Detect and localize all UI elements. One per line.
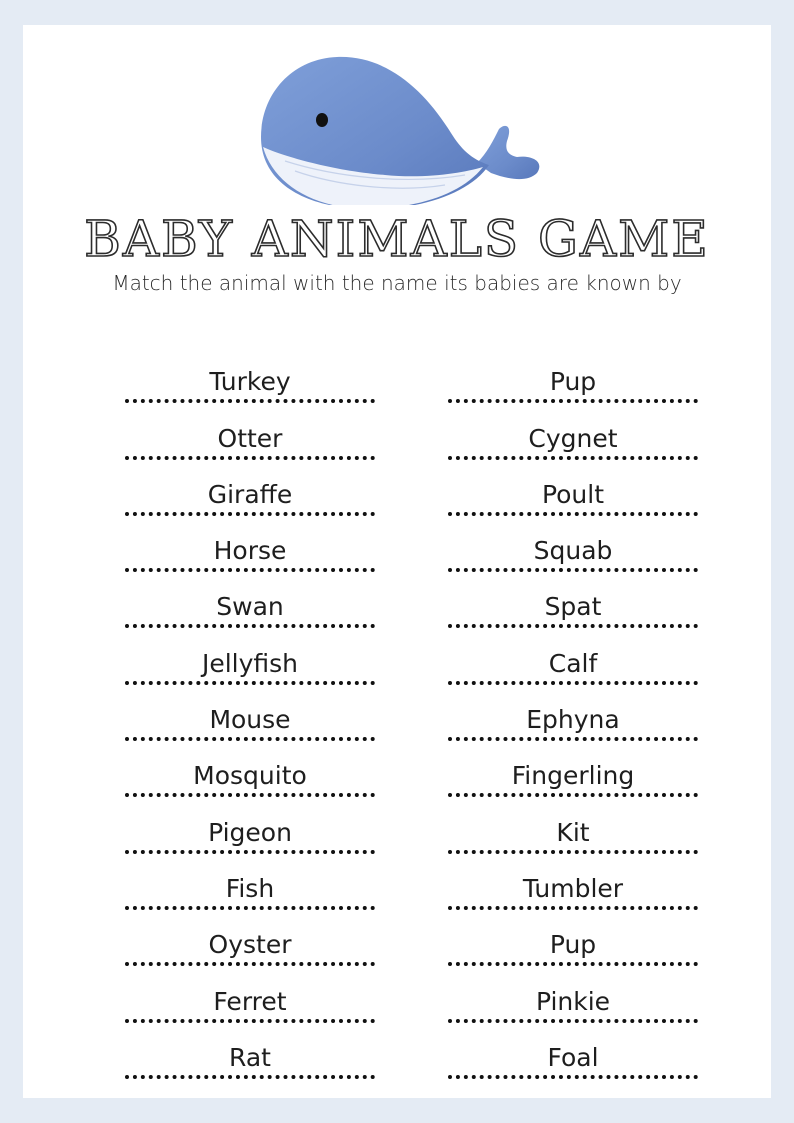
answer-line[interactable] — [125, 1071, 375, 1079]
answer-line[interactable] — [448, 1015, 698, 1023]
list-item — [123, 972, 377, 1028]
list-item — [446, 409, 700, 465]
answer-line[interactable] — [448, 395, 698, 403]
whale-icon — [255, 45, 545, 205]
animal-column — [123, 353, 377, 1085]
baby-name: Pup — [549, 930, 597, 960]
answer-line[interactable] — [448, 564, 698, 572]
answer-line[interactable] — [448, 508, 698, 516]
baby-name: Pup — [549, 367, 597, 397]
answer-line[interactable] — [125, 620, 375, 628]
animal-name: Giraffe — [207, 479, 293, 509]
list-item — [123, 691, 377, 747]
baby-name: Foal — [547, 1042, 599, 1072]
list-item — [446, 691, 700, 747]
answer-line[interactable] — [125, 508, 375, 516]
baby-name: Poult — [541, 479, 605, 509]
answer-line[interactable] — [125, 395, 375, 403]
answer-line[interactable] — [125, 789, 375, 797]
animal-name: Jellyfish — [201, 648, 299, 678]
list-item — [446, 803, 700, 859]
baby-name-column — [446, 353, 700, 1085]
answer-line[interactable] — [448, 733, 698, 741]
answer-line[interactable] — [448, 677, 698, 685]
answer-line[interactable] — [125, 1015, 375, 1023]
list-item — [446, 747, 700, 803]
baby-name: Fingerling — [511, 761, 635, 791]
animal-name: Rat — [229, 1042, 271, 1072]
answer-line[interactable] — [125, 564, 375, 572]
baby-name: Ephyna — [526, 705, 620, 735]
answer-line[interactable] — [125, 902, 375, 910]
list-item — [446, 466, 700, 522]
list-item — [123, 409, 377, 465]
answer-line[interactable] — [448, 958, 698, 966]
animal-name: Horse — [213, 536, 287, 566]
list-item — [446, 578, 700, 634]
list-item — [446, 1029, 700, 1085]
answer-line[interactable] — [448, 1071, 698, 1079]
game-sheet — [23, 25, 771, 1098]
answer-line[interactable] — [125, 677, 375, 685]
animal-name: Turkey — [209, 367, 291, 397]
list-item — [446, 860, 700, 916]
baby-name: Squab — [533, 536, 613, 566]
answer-line[interactable] — [448, 902, 698, 910]
baby-name: Pinkie — [535, 986, 611, 1016]
list-item — [123, 522, 377, 578]
animal-name: Mouse — [209, 705, 291, 735]
baby-name: Tumbler — [522, 873, 624, 903]
list-item — [123, 466, 377, 522]
list-item — [446, 972, 700, 1028]
answer-line[interactable] — [448, 846, 698, 854]
list-item — [123, 916, 377, 972]
answer-line[interactable] — [448, 452, 698, 460]
list-item — [123, 860, 377, 916]
baby-name: Kit — [556, 817, 590, 847]
list-item — [446, 353, 700, 409]
animal-name: Pigeon — [208, 817, 292, 847]
animal-name: Ferret — [213, 986, 287, 1016]
answer-line[interactable] — [125, 452, 375, 460]
page-title: BABY ANIMALS GAME — [84, 210, 710, 268]
animal-name: Swan — [216, 592, 284, 622]
animal-name: Oyster — [208, 930, 292, 960]
list-item — [123, 634, 377, 690]
list-item — [446, 916, 700, 972]
list-item — [123, 1029, 377, 1085]
list-item — [123, 578, 377, 634]
instructions: Match the animal with the name its babies are known by — [112, 271, 682, 295]
list-item — [123, 747, 377, 803]
baby-name: Calf — [548, 648, 598, 678]
baby-name: Spat — [544, 592, 602, 622]
baby-name: Cygnet — [528, 423, 618, 453]
answer-line[interactable] — [448, 620, 698, 628]
list-item — [446, 634, 700, 690]
answer-line[interactable] — [125, 958, 375, 966]
animal-name: Mosquito — [193, 761, 307, 791]
animal-name: Fish — [225, 873, 275, 903]
list-item — [123, 803, 377, 859]
animal-name: Otter — [217, 423, 283, 453]
list-item — [123, 353, 377, 409]
answer-line[interactable] — [125, 846, 375, 854]
list-item — [446, 522, 700, 578]
answer-line[interactable] — [448, 789, 698, 797]
answer-line[interactable] — [125, 733, 375, 741]
